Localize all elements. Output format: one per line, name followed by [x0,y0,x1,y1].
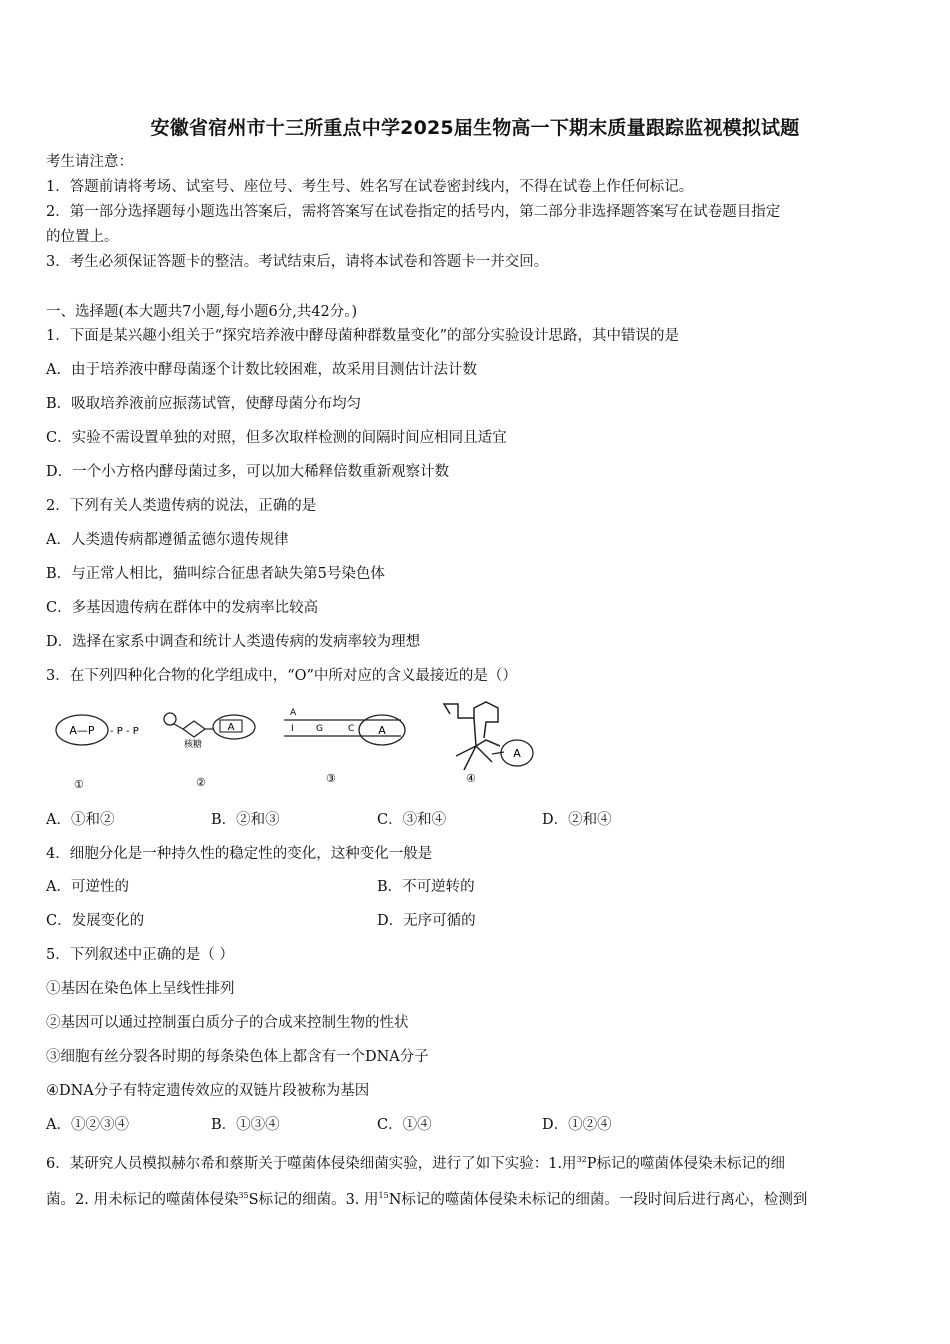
question-6-text-2b: S标记的细菌。3. 用 [248,1192,379,1208]
figure-3-a-label: A [378,724,386,737]
page-title: 安徽省宿州市十三所重点中学2025届生物高一下期末质量跟踪监视模拟试题 [150,117,800,139]
ribose-shape [183,721,205,737]
dna-a-label: A [290,708,297,718]
notice-item-3: 3．考生必须保证答题卡的整洁。考试结束后，请将本试卷和答题卡一并交回。 [46,254,549,270]
question-4-stem: 4．细胞分化是一种持久性的稳定性的变化，这种变化一般是 [46,846,433,862]
question-5-option-c: C．①④ [377,1117,432,1133]
question-3-figure [46,700,566,800]
question-4-option-c: C．发展变化的 [46,913,145,929]
question-2-option-a: A．人类遗传病都遵循孟德尔遗传规律 [46,532,289,548]
figure-3-number: ③ [326,772,336,785]
question-5-option-a: A．①②③④ [46,1117,129,1133]
phosphate-circle [164,713,176,725]
question-2-option-b: B．与正常人相比，猫叫综合征患者缺失第5号染色体 [46,566,385,582]
notice-item-2: 2．第一部分选择题每小题选出答案后，需将答案写在试卷指定的括号内，第二部分非选择题答案写在试卷题目指定 [46,204,781,220]
question-6-text-2c: N标记的噬菌体侵染未标记的细菌。一段时间后进行离心，检测到 [388,1192,808,1208]
question-1-option-d: D．一个小方格内酵母菌过多，可以加大稀释倍数重新观察计数 [46,464,450,480]
question-1-option-c: C．实验不需设置单独的对照，但多次取样检测的间隔时间应相同且适宜 [46,430,507,446]
question-1-option-a: A．由于培养液中酵母菌逐个计数比较困难，故采用目测估计法计数 [46,362,477,378]
question-3-stem: 3．在下列四种化合物的化学组成中，“O”中所对应的含义最接近的是（） [46,668,517,684]
figure-1-atp [56,715,139,791]
question-5-option-d: D．①②④ [542,1117,612,1133]
isotope-32: 32 [576,1155,587,1164]
question-6-text-1b: P标记的噬菌体侵染未标记的细 [586,1156,786,1172]
figure-1-pp-label: - P - P [110,726,139,737]
dna-c-label: C [348,724,355,734]
question-6-text-1a: 6．某研究人员模拟赫尔希和蔡斯关于噬菌体侵染细菌实验，进行了如下实验：1.用 [46,1156,577,1172]
figure-4-trna [444,702,533,785]
compound-diagrams [46,700,566,800]
figure-4-number: ④ [466,772,476,785]
question-5-statement-1: ①基因在染色体上呈线性排列 [46,981,235,997]
notice-item-2-cont: 的位置上。 [46,229,119,245]
question-3-option-d: D．②和④ [542,812,612,828]
figure-2-number: ② [196,776,206,789]
figure-2-nucleotide [164,713,255,789]
question-2-option-c: C．多基因遗传病在群体中的发病率比较高 [46,600,319,616]
question-3-option-c: C．③和④ [377,812,447,828]
question-5-statement-4: ④DNA分子有特定遗传效应的双链片段被称为基因 [46,1083,370,1099]
question-4-option-d: D．无序可循的 [377,913,476,929]
question-4-option-b: B．不可逆转的 [377,879,475,895]
figure-4-a-label: A [513,747,521,760]
sugar-label: 核糖 [184,740,203,750]
question-5-statement-3: ③细胞有丝分裂各时期的每条染色体上都含有一个DNA分子 [46,1049,429,1065]
figure-1-ap-label: A—P [69,724,95,737]
figure-2-a-label: A [227,722,235,733]
isotope-15: 15 [378,1191,389,1200]
question-5-stem: 5．下列叙述中正确的是（ ） [46,947,234,963]
question-3-option-a: A．①和② [46,812,115,828]
figure-3-dna [284,708,405,785]
isotope-35: 35 [238,1191,249,1200]
question-6-text-2a: 菌。2. 用未标记的噬菌体侵染 [46,1192,239,1208]
question-5-option-b: B．①③④ [211,1117,280,1133]
question-1-stem: 1．下面是某兴趣小组关于“探究培养液中酵母菌种群数量变化”的部分实验设计思路，其中错误的是 [46,328,680,344]
question-5-statement-2: ②基因可以通过控制蛋白质分子的合成来控制生物的性状 [46,1015,409,1031]
notice-heading: 考生请注意： [46,154,133,170]
section-heading: 一、选择题(本大题共7小题,每小题6分,共42分。) [46,304,358,320]
figure-1-number: ① [74,778,84,791]
question-3-option-b: B．②和③ [211,812,280,828]
dna-i-label: I [291,724,294,734]
dna-g-label: G [316,724,323,734]
notice-item-1: 1．答题前请将考场、试室号、座位号、考生号、姓名写在试卷密封线内，不得在试卷上作任何标记。 [46,179,694,195]
question-1-option-b: B．吸取培养液前应振荡试管，使酵母菌分布均匀 [46,396,362,412]
question-6-line-2 [46,1186,807,1210]
question-2-option-d: D．选择在家系中调查和统计人类遗传病的发病率较为理想 [46,634,421,650]
question-4-option-a: A．可逆性的 [46,879,129,895]
question-6-line-1 [46,1150,785,1174]
question-2-stem: 2．下列有关人类遗传病的说法，正确的是 [46,498,317,514]
